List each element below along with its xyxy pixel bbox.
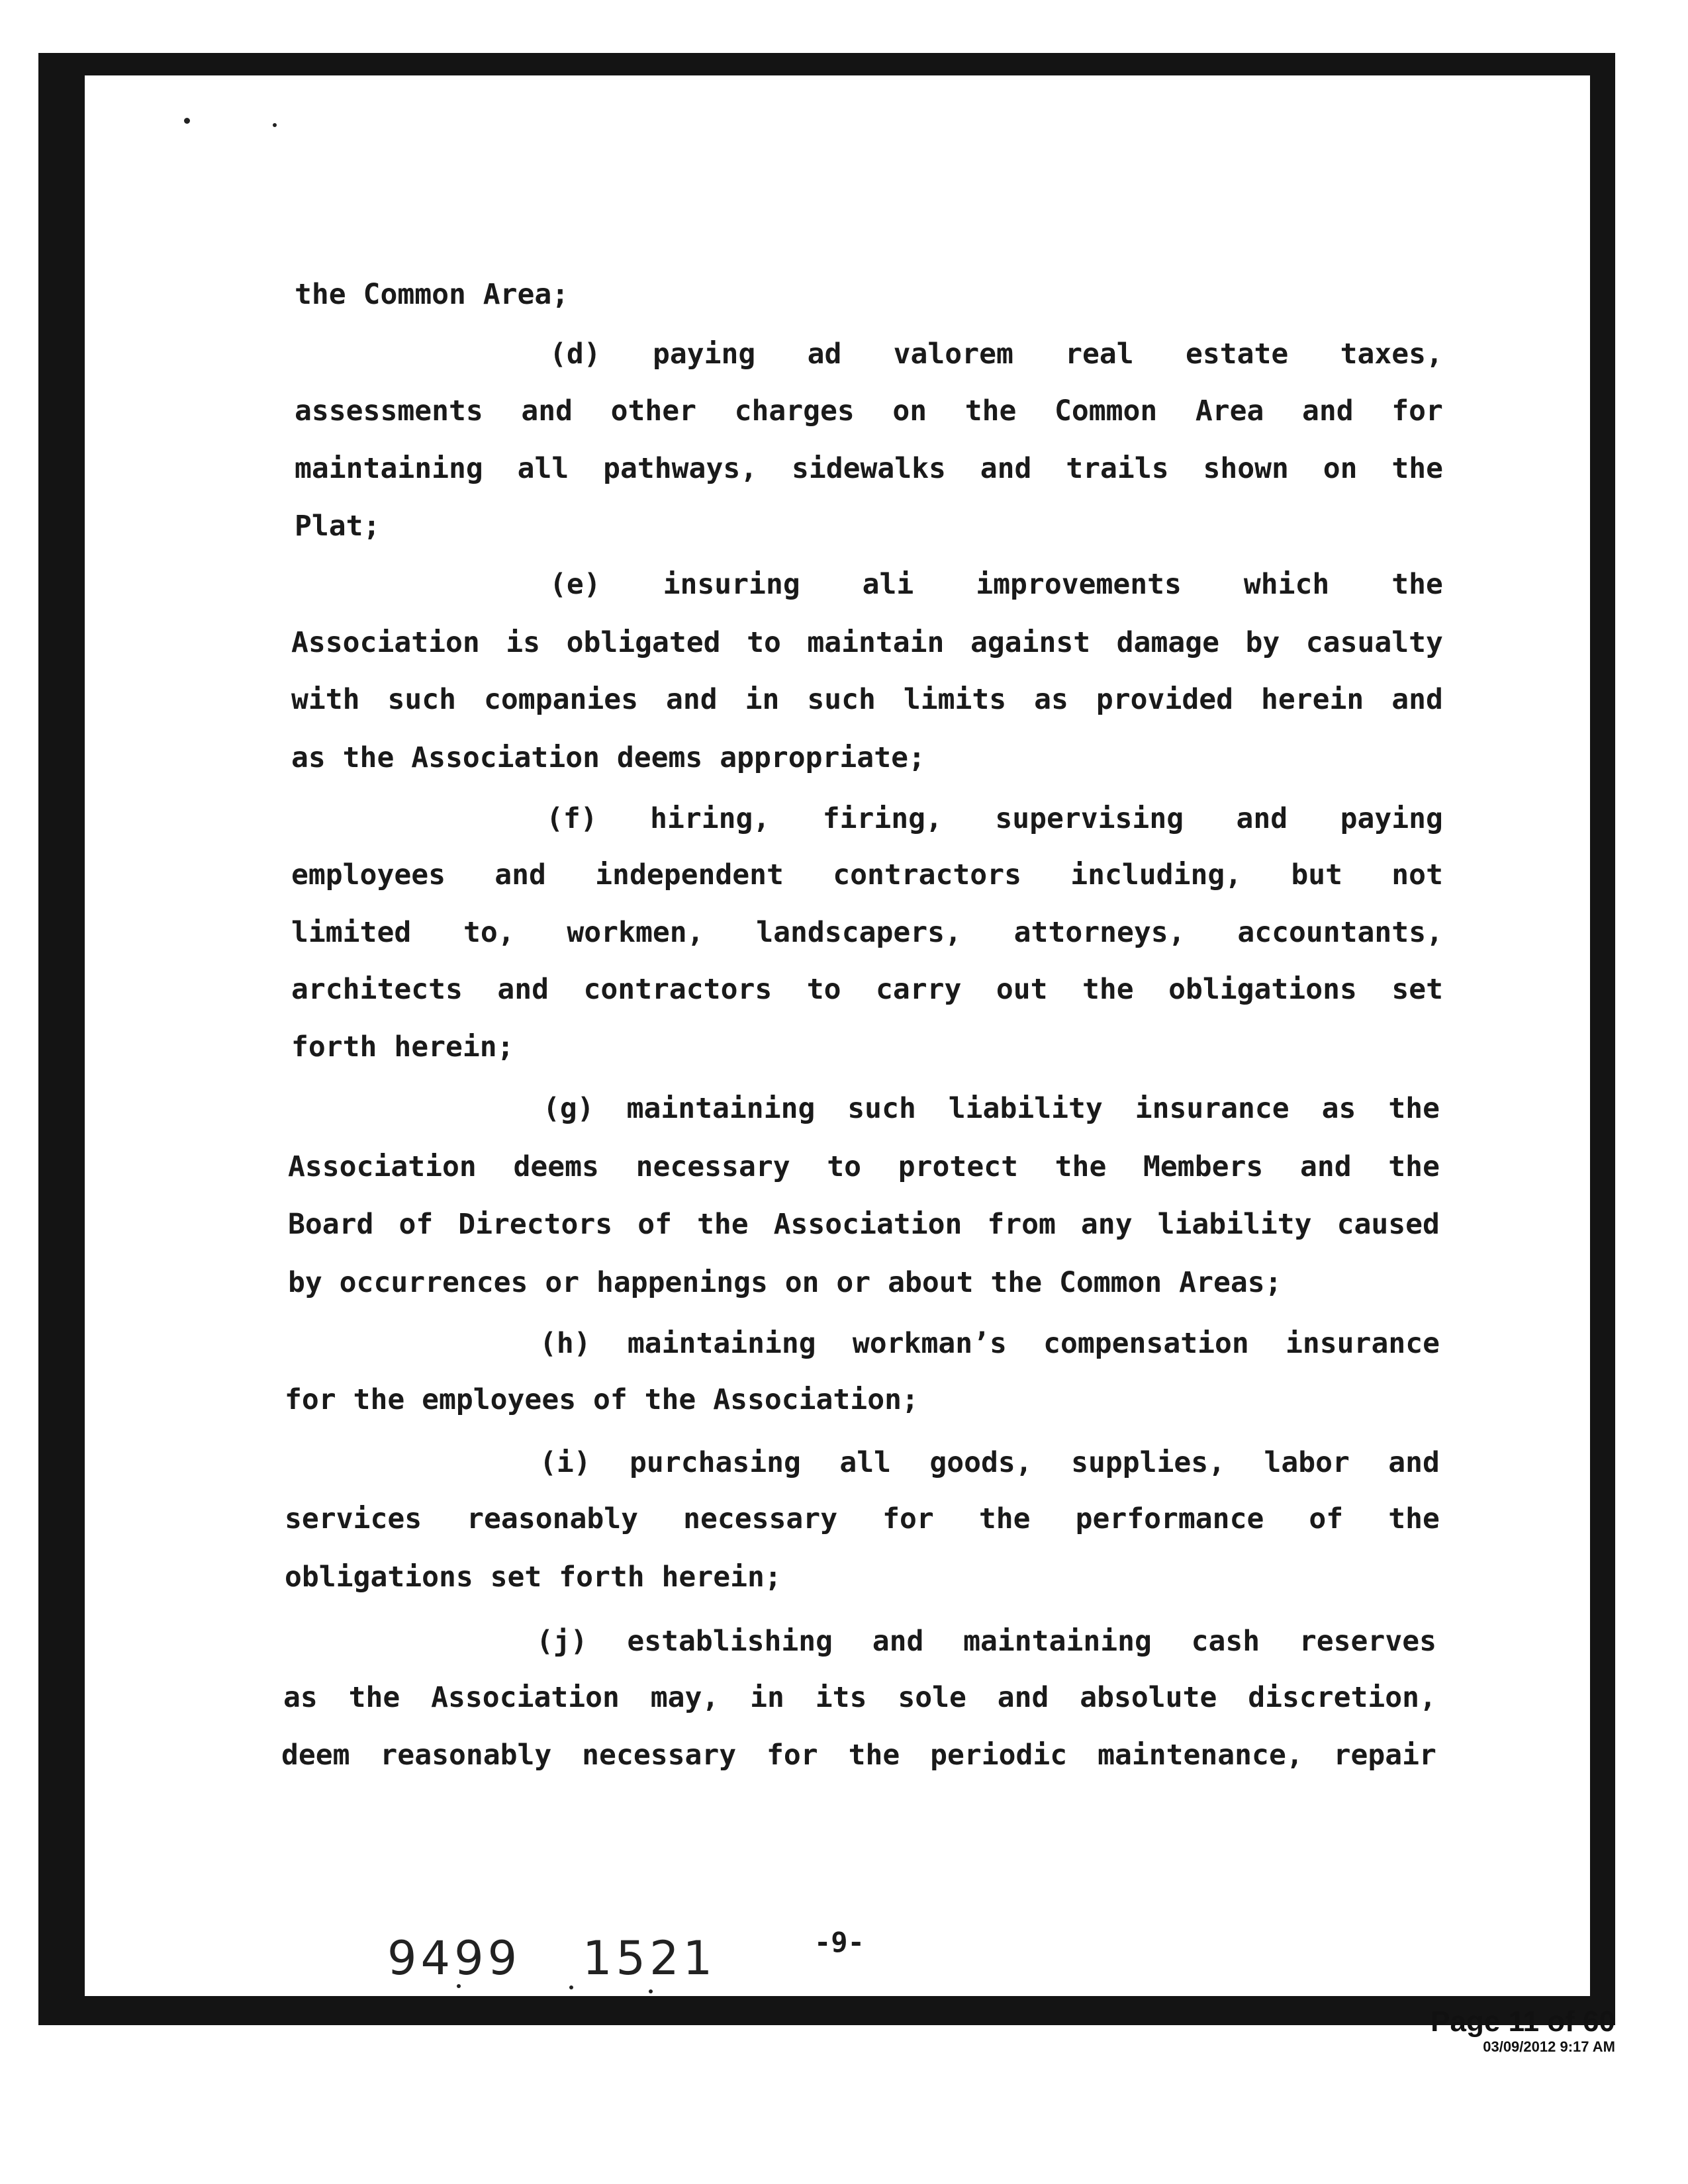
text-line bbox=[283, 1681, 1436, 1714]
word: maintaining bbox=[963, 1625, 1152, 1658]
word: assessments bbox=[295, 394, 483, 428]
word: charges bbox=[734, 394, 855, 428]
word: may, bbox=[650, 1681, 720, 1714]
word: (f) bbox=[546, 802, 598, 835]
word: and bbox=[980, 452, 1032, 485]
word: necessary bbox=[582, 1739, 737, 1772]
word: of bbox=[399, 1208, 434, 1241]
word: and bbox=[494, 858, 546, 891]
word: maintaining bbox=[627, 1327, 816, 1360]
word: ali bbox=[862, 568, 914, 601]
text-line bbox=[291, 973, 1443, 1006]
word: to, bbox=[463, 916, 515, 949]
word: in bbox=[750, 1681, 784, 1714]
word: hiring, bbox=[650, 802, 771, 835]
word: the bbox=[1391, 568, 1443, 601]
word: to bbox=[747, 626, 781, 659]
word: insurance bbox=[1286, 1327, 1440, 1360]
word: set bbox=[1391, 973, 1443, 1006]
word: for bbox=[882, 1502, 934, 1535]
word: and bbox=[1391, 683, 1443, 716]
text-line bbox=[295, 394, 1443, 428]
text-line bbox=[549, 568, 1443, 601]
text-line bbox=[281, 1739, 1436, 1772]
word: the bbox=[1391, 452, 1443, 485]
word: (h) bbox=[539, 1327, 591, 1360]
word: labor bbox=[1264, 1446, 1350, 1479]
word: the bbox=[848, 1739, 900, 1772]
word: Board bbox=[288, 1208, 374, 1241]
scan-speck bbox=[273, 123, 277, 127]
word: (i) bbox=[539, 1446, 591, 1479]
word: compensation bbox=[1043, 1327, 1249, 1360]
word: but bbox=[1291, 858, 1343, 891]
text-line bbox=[291, 858, 1443, 891]
text-line: by occurrences or happenings on or about the Common Areas; bbox=[288, 1266, 1282, 1299]
word: (d) bbox=[549, 338, 601, 371]
word: companies bbox=[484, 683, 639, 716]
word: pathways, bbox=[603, 452, 758, 485]
text-line: obligations set forth herein; bbox=[285, 1561, 782, 1594]
word: liability bbox=[948, 1092, 1103, 1125]
word: casualty bbox=[1305, 626, 1443, 659]
word: paying bbox=[652, 338, 756, 371]
text-line bbox=[295, 452, 1443, 485]
word: Directors bbox=[458, 1208, 613, 1241]
word: workman’s bbox=[852, 1327, 1007, 1360]
word: (g) bbox=[543, 1092, 594, 1125]
word: of bbox=[637, 1208, 672, 1241]
word: workmen, bbox=[567, 916, 704, 949]
word: obligated bbox=[566, 626, 721, 659]
word: the bbox=[978, 1502, 1031, 1535]
word: deems bbox=[513, 1150, 599, 1183]
text-line: forth herein; bbox=[291, 1030, 514, 1064]
word: which bbox=[1243, 568, 1330, 601]
word: taxes, bbox=[1340, 338, 1443, 371]
word: by bbox=[1245, 626, 1280, 659]
word: against bbox=[970, 626, 1091, 659]
page-number-stamp: 1521 bbox=[583, 1931, 717, 1985]
word: in bbox=[745, 683, 780, 716]
word: firing, bbox=[822, 802, 943, 835]
text-line bbox=[549, 338, 1443, 371]
word: Association bbox=[288, 1150, 477, 1183]
text-line: as the Association deems appropriate; bbox=[291, 741, 925, 774]
word: reserves bbox=[1299, 1625, 1436, 1658]
word: estate bbox=[1185, 338, 1289, 371]
word: its bbox=[815, 1681, 867, 1714]
scan-speck bbox=[569, 1985, 573, 1989]
word: carry bbox=[875, 973, 962, 1006]
word: necessary bbox=[635, 1150, 790, 1183]
word: accountants, bbox=[1237, 916, 1443, 949]
word: such bbox=[847, 1092, 916, 1125]
word: discretion, bbox=[1248, 1681, 1436, 1714]
word: including, bbox=[1070, 858, 1243, 891]
word: sole bbox=[898, 1681, 966, 1714]
word: insurance bbox=[1135, 1092, 1289, 1125]
word: maintaining bbox=[295, 452, 483, 485]
word: Association bbox=[431, 1681, 620, 1714]
word: for bbox=[1391, 394, 1443, 428]
word: paying bbox=[1340, 802, 1443, 835]
word: such bbox=[387, 683, 457, 716]
word: cash bbox=[1191, 1625, 1260, 1658]
word: other bbox=[610, 394, 697, 428]
word: provided bbox=[1096, 683, 1233, 716]
page-number: -9- bbox=[814, 1926, 865, 1958]
word: shown bbox=[1203, 452, 1289, 485]
word: purchasing bbox=[630, 1446, 801, 1479]
word: sidewalks bbox=[791, 452, 946, 485]
word: and bbox=[521, 394, 573, 428]
word: goods, bbox=[929, 1446, 1033, 1479]
text-line bbox=[288, 1150, 1440, 1183]
text-line bbox=[291, 626, 1443, 659]
word: and bbox=[1388, 1446, 1440, 1479]
word: not bbox=[1391, 858, 1443, 891]
word: maintenance, bbox=[1098, 1739, 1303, 1772]
footer-page-label: Page 11 of 60 bbox=[1430, 2005, 1615, 2038]
text-line bbox=[291, 683, 1443, 716]
word: on bbox=[892, 394, 927, 428]
scan-speck bbox=[184, 118, 190, 124]
word: Association bbox=[773, 1208, 962, 1241]
word: as bbox=[1321, 1092, 1356, 1125]
word: out bbox=[996, 973, 1048, 1006]
word: absolute bbox=[1080, 1681, 1217, 1714]
word: the bbox=[964, 394, 1017, 428]
text-line: Plat; bbox=[295, 510, 381, 543]
text-line bbox=[291, 916, 1443, 949]
word: and bbox=[1301, 394, 1354, 428]
word: periodic bbox=[930, 1739, 1068, 1772]
word: and bbox=[497, 973, 549, 1006]
word: employees bbox=[291, 858, 445, 891]
word: ad bbox=[807, 338, 842, 371]
word: reasonably bbox=[467, 1502, 639, 1535]
word: caused bbox=[1336, 1208, 1440, 1241]
word: protect bbox=[898, 1150, 1018, 1183]
word: the bbox=[1388, 1502, 1440, 1535]
word: liability bbox=[1157, 1208, 1312, 1241]
word: performance bbox=[1075, 1502, 1264, 1535]
word: and bbox=[997, 1681, 1049, 1714]
word: and bbox=[665, 683, 718, 716]
word: contractors bbox=[583, 973, 773, 1006]
word: on bbox=[1323, 452, 1358, 485]
text-line bbox=[536, 1625, 1436, 1658]
word: improvements bbox=[976, 568, 1182, 601]
word: maintaining bbox=[626, 1092, 816, 1125]
word: the bbox=[1082, 973, 1134, 1006]
word: architects bbox=[291, 973, 463, 1006]
word: and bbox=[1299, 1150, 1352, 1183]
text-line bbox=[546, 802, 1443, 835]
word: of bbox=[1309, 1502, 1344, 1535]
text-line bbox=[543, 1092, 1440, 1125]
text-line: for the employees of the Association; bbox=[285, 1383, 919, 1416]
word: Common bbox=[1054, 394, 1158, 428]
word: any bbox=[1080, 1208, 1133, 1241]
word: contractors bbox=[833, 858, 1021, 891]
word: services bbox=[285, 1502, 422, 1535]
footer-timestamp: 03/09/2012 9:17 AM bbox=[1483, 2038, 1615, 2055]
scan-speck bbox=[649, 1989, 653, 1993]
word: Area bbox=[1195, 394, 1264, 428]
word: all bbox=[517, 452, 569, 485]
text-line bbox=[539, 1327, 1440, 1360]
text-line bbox=[539, 1446, 1440, 1479]
word: trails bbox=[1066, 452, 1169, 485]
word: reasonably bbox=[380, 1739, 552, 1772]
word: necessary bbox=[683, 1502, 838, 1535]
word: for bbox=[767, 1739, 818, 1772]
word: deem bbox=[281, 1739, 350, 1772]
word: with bbox=[291, 683, 360, 716]
word: herein bbox=[1260, 683, 1364, 716]
word: landscapers, bbox=[756, 916, 962, 949]
word: Association bbox=[291, 626, 480, 659]
word: maintain bbox=[807, 626, 945, 659]
word: all bbox=[839, 1446, 891, 1479]
text-line bbox=[288, 1208, 1440, 1241]
word: from bbox=[987, 1208, 1056, 1241]
word: valorem bbox=[893, 338, 1013, 371]
book-number-stamp: 9499 bbox=[387, 1931, 522, 1985]
word: damage bbox=[1116, 626, 1220, 659]
word: as bbox=[283, 1681, 318, 1714]
word: the bbox=[1055, 1150, 1107, 1183]
word: (j) bbox=[536, 1625, 588, 1658]
word: establishing bbox=[627, 1625, 833, 1658]
word: limits bbox=[903, 683, 1007, 716]
word: independent bbox=[595, 858, 784, 891]
word: such bbox=[807, 683, 876, 716]
word: limited bbox=[291, 916, 412, 949]
word: Members bbox=[1143, 1150, 1264, 1183]
word: and bbox=[872, 1625, 924, 1658]
word: the bbox=[1388, 1092, 1440, 1125]
text-line: the Common Area; bbox=[295, 278, 569, 311]
word: is bbox=[506, 626, 541, 659]
word: and bbox=[1236, 802, 1288, 835]
word: to bbox=[806, 973, 841, 1006]
word: the bbox=[1388, 1150, 1440, 1183]
text-line bbox=[285, 1502, 1440, 1535]
word: attorneys, bbox=[1013, 916, 1186, 949]
word: the bbox=[348, 1681, 400, 1714]
word: obligations bbox=[1168, 973, 1357, 1006]
word: supplies, bbox=[1071, 1446, 1226, 1479]
word: insuring bbox=[663, 568, 800, 601]
word: supervising bbox=[995, 802, 1184, 835]
word: (e) bbox=[549, 568, 601, 601]
word: real bbox=[1065, 338, 1134, 371]
word: the bbox=[696, 1208, 749, 1241]
word: repair bbox=[1333, 1739, 1436, 1772]
word: as bbox=[1034, 683, 1068, 716]
word: to bbox=[827, 1150, 862, 1183]
